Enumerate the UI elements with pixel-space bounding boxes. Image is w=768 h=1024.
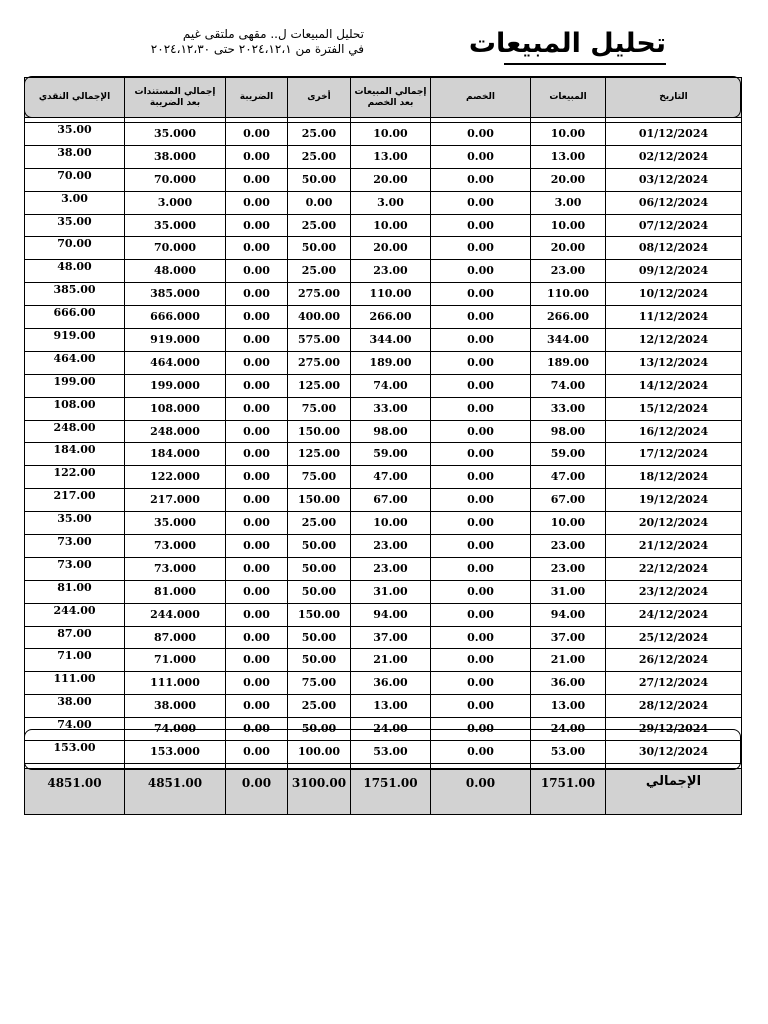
cell-other: 25.00	[288, 512, 351, 535]
column-header-net-sales: إجمالي المبيعات بعد الخصم	[351, 78, 431, 118]
table-row	[25, 123, 742, 146]
cell-discount: 0.00	[431, 420, 531, 443]
cell-other: 150.00	[288, 603, 351, 626]
cell-discount: 0.00	[431, 374, 531, 397]
title-underline	[504, 63, 666, 65]
cell-other: 25.00	[288, 214, 351, 237]
cell-discount: 0.00	[431, 237, 531, 260]
cell-cash-total: 248.00	[25, 420, 125, 443]
cell-other: 75.00	[288, 466, 351, 489]
cell-sales: 266.00	[531, 306, 606, 329]
cell-net-sales: 266.00	[351, 306, 431, 329]
cell-cash-total: 38.00	[25, 145, 125, 168]
cell-other: 125.00	[288, 443, 351, 466]
cell-sales: 31.00	[531, 580, 606, 603]
cell-other: 50.00	[288, 557, 351, 580]
cell-sales: 3.00	[531, 191, 606, 214]
cell-net-sales: 37.00	[351, 626, 431, 649]
cell-net-sales: 10.00	[351, 512, 431, 535]
total-docs-total: 4851.00	[125, 768, 226, 814]
cell-sales: 23.00	[531, 557, 606, 580]
cell-date: 09/12/2024	[606, 260, 742, 283]
table-row	[25, 741, 742, 764]
cell-tax: 0.00	[226, 603, 288, 626]
cell-discount: 0.00	[431, 329, 531, 352]
cell-net-sales: 23.00	[351, 557, 431, 580]
cell-discount: 0.00	[431, 672, 531, 695]
table-row	[25, 397, 742, 420]
table-row	[25, 672, 742, 695]
cell-tax: 0.00	[226, 512, 288, 535]
cell-docs-total: 122.000	[125, 466, 226, 489]
cell-tax: 0.00	[226, 489, 288, 512]
sales-analysis-table	[24, 77, 742, 815]
cell-net-sales: 47.00	[351, 466, 431, 489]
table-row	[25, 260, 742, 283]
cell-cash-total: 81.00	[25, 580, 125, 603]
table-row	[25, 718, 742, 741]
cell-sales: 10.00	[531, 123, 606, 146]
cell-tax: 0.00	[226, 260, 288, 283]
cell-other: 75.00	[288, 672, 351, 695]
cell-docs-total: 73.000	[125, 535, 226, 558]
cell-discount: 0.00	[431, 512, 531, 535]
table-row	[25, 489, 742, 512]
table-row	[25, 283, 742, 306]
cell-net-sales: 13.00	[351, 695, 431, 718]
table-row	[25, 649, 742, 672]
cell-tax: 0.00	[226, 672, 288, 695]
cell-net-sales: 23.00	[351, 260, 431, 283]
cell-date: 02/12/2024	[606, 145, 742, 168]
cell-date: 26/12/2024	[606, 649, 742, 672]
cell-cash-total: 70.00	[25, 237, 125, 260]
cell-other: 50.00	[288, 718, 351, 741]
cell-discount: 0.00	[431, 718, 531, 741]
cell-tax: 0.00	[226, 191, 288, 214]
cell-date: 07/12/2024	[606, 214, 742, 237]
total-cash-total: 4851.00	[25, 768, 125, 814]
column-header-cash-total: الإجمالي النقدي	[25, 78, 125, 118]
table-row	[25, 351, 742, 374]
table-header-row	[25, 78, 742, 118]
cell-net-sales: 59.00	[351, 443, 431, 466]
cell-cash-total: 70.00	[25, 168, 125, 191]
cell-discount: 0.00	[431, 695, 531, 718]
cell-docs-total: 385.000	[125, 283, 226, 306]
cell-docs-total: 199.000	[125, 374, 226, 397]
cell-discount: 0.00	[431, 306, 531, 329]
table-row	[25, 626, 742, 649]
cell-docs-total: 248.000	[125, 420, 226, 443]
cell-date: 17/12/2024	[606, 443, 742, 466]
cell-tax: 0.00	[226, 397, 288, 420]
table-row	[25, 466, 742, 489]
total-net-sales: 1751.00	[351, 768, 431, 814]
cell-sales: 36.00	[531, 672, 606, 695]
cell-date: 12/12/2024	[606, 329, 742, 352]
cell-net-sales: 36.00	[351, 672, 431, 695]
cell-sales: 24.00	[531, 718, 606, 741]
cell-other: 125.00	[288, 374, 351, 397]
cell-docs-total: 666.000	[125, 306, 226, 329]
cell-date: 22/12/2024	[606, 557, 742, 580]
cell-docs-total: 108.000	[125, 397, 226, 420]
table-row	[25, 145, 742, 168]
table-row	[25, 443, 742, 466]
cell-date: 16/12/2024	[606, 420, 742, 443]
cell-docs-total: 153.000	[125, 741, 226, 764]
cell-sales: 23.00	[531, 260, 606, 283]
cell-net-sales: 94.00	[351, 603, 431, 626]
cell-other: 50.00	[288, 535, 351, 558]
cell-cash-total: 385.00	[25, 283, 125, 306]
cell-date: 03/12/2024	[606, 168, 742, 191]
cell-cash-total: 73.00	[25, 535, 125, 558]
cell-other: 50.00	[288, 649, 351, 672]
cell-discount: 0.00	[431, 168, 531, 191]
cell-docs-total: 48.000	[125, 260, 226, 283]
cell-cash-total: 666.00	[25, 306, 125, 329]
column-header-tax: الضريبة	[226, 78, 288, 118]
cell-date: 23/12/2024	[606, 580, 742, 603]
cell-date: 18/12/2024	[606, 466, 742, 489]
cell-date: 13/12/2024	[606, 351, 742, 374]
cell-date: 30/12/2024	[606, 741, 742, 764]
cell-cash-total: 73.00	[25, 557, 125, 580]
cell-net-sales: 20.00	[351, 237, 431, 260]
report-subtitle: تحليل المبيعات ل.. مقهى ملتقى غيم	[182, 27, 364, 41]
cell-other: 150.00	[288, 489, 351, 512]
cell-tax: 0.00	[226, 649, 288, 672]
cell-sales: 110.00	[531, 283, 606, 306]
column-header-date: التاريخ	[606, 78, 742, 118]
cell-discount: 0.00	[431, 557, 531, 580]
cell-docs-total: 217.000	[125, 489, 226, 512]
table-row	[25, 168, 742, 191]
table-row	[25, 214, 742, 237]
cell-net-sales: 74.00	[351, 374, 431, 397]
cell-docs-total: 74.000	[125, 718, 226, 741]
cell-tax: 0.00	[226, 237, 288, 260]
cell-discount: 0.00	[431, 260, 531, 283]
cell-net-sales: 23.00	[351, 535, 431, 558]
table-row	[25, 580, 742, 603]
cell-net-sales: 110.00	[351, 283, 431, 306]
cell-tax: 0.00	[226, 214, 288, 237]
cell-net-sales: 98.00	[351, 420, 431, 443]
total-tax: 0.00	[226, 768, 288, 814]
cell-sales: 37.00	[531, 626, 606, 649]
cell-discount: 0.00	[431, 466, 531, 489]
table-row	[25, 695, 742, 718]
cell-cash-total: 87.00	[25, 626, 125, 649]
column-header-docs-total: إجمالي المستندات بعد الضريبة	[125, 78, 226, 118]
cell-other: 50.00	[288, 580, 351, 603]
cell-docs-total: 464.000	[125, 351, 226, 374]
cell-sales: 20.00	[531, 168, 606, 191]
cell-docs-total: 87.000	[125, 626, 226, 649]
cell-date: 25/12/2024	[606, 626, 742, 649]
cell-tax: 0.00	[226, 535, 288, 558]
cell-date: 27/12/2024	[606, 672, 742, 695]
cell-date: 01/12/2024	[606, 123, 742, 146]
cell-date: 10/12/2024	[606, 283, 742, 306]
cell-tax: 0.00	[226, 580, 288, 603]
cell-docs-total: 35.000	[125, 512, 226, 535]
cell-other: 275.00	[288, 351, 351, 374]
cell-date: 08/12/2024	[606, 237, 742, 260]
cell-sales: 74.00	[531, 374, 606, 397]
cell-discount: 0.00	[431, 145, 531, 168]
table-row	[25, 374, 742, 397]
cell-date: 14/12/2024	[606, 374, 742, 397]
cell-sales: 98.00	[531, 420, 606, 443]
cell-net-sales: 24.00	[351, 718, 431, 741]
cell-other: 50.00	[288, 626, 351, 649]
cell-other: 400.00	[288, 306, 351, 329]
cell-sales: 10.00	[531, 512, 606, 535]
report-period: في الفترة من ٢٠٢٤،١٢،١ حتى ٢٠٢٤،١٢،٣٠	[150, 42, 364, 56]
cell-date: 11/12/2024	[606, 306, 742, 329]
table-body	[25, 118, 742, 769]
cell-net-sales: 10.00	[351, 123, 431, 146]
table-row	[25, 237, 742, 260]
total-other: 3100.00	[288, 768, 351, 814]
cell-cash-total: 38.00	[25, 695, 125, 718]
cell-docs-total: 244.000	[125, 603, 226, 626]
cell-tax: 0.00	[226, 420, 288, 443]
cell-discount: 0.00	[431, 626, 531, 649]
cell-discount: 0.00	[431, 191, 531, 214]
cell-other: 575.00	[288, 329, 351, 352]
cell-tax: 0.00	[226, 741, 288, 764]
cell-tax: 0.00	[226, 443, 288, 466]
cell-other: 50.00	[288, 168, 351, 191]
cell-sales: 67.00	[531, 489, 606, 512]
cell-cash-total: 184.00	[25, 443, 125, 466]
cell-discount: 0.00	[431, 283, 531, 306]
cell-cash-total: 35.00	[25, 512, 125, 535]
total-label: الإجمالي	[606, 768, 742, 814]
table-row	[25, 191, 742, 214]
cell-other: 25.00	[288, 260, 351, 283]
cell-tax: 0.00	[226, 557, 288, 580]
cell-tax: 0.00	[226, 718, 288, 741]
cell-cash-total: 111.00	[25, 672, 125, 695]
cell-docs-total: 38.000	[125, 145, 226, 168]
cell-tax: 0.00	[226, 626, 288, 649]
cell-sales: 13.00	[531, 145, 606, 168]
cell-other: 150.00	[288, 420, 351, 443]
cell-sales: 344.00	[531, 329, 606, 352]
cell-docs-total: 71.000	[125, 649, 226, 672]
table-row	[25, 603, 742, 626]
cell-discount: 0.00	[431, 443, 531, 466]
cell-net-sales: 20.00	[351, 168, 431, 191]
cell-other: 25.00	[288, 123, 351, 146]
cell-docs-total: 35.000	[125, 123, 226, 146]
cell-cash-total: 35.00	[25, 123, 125, 146]
cell-net-sales: 10.00	[351, 214, 431, 237]
cell-net-sales: 31.00	[351, 580, 431, 603]
cell-discount: 0.00	[431, 603, 531, 626]
cell-sales: 53.00	[531, 741, 606, 764]
cell-other: 275.00	[288, 283, 351, 306]
cell-docs-total: 38.000	[125, 695, 226, 718]
table-row	[25, 535, 742, 558]
cell-tax: 0.00	[226, 283, 288, 306]
cell-net-sales: 189.00	[351, 351, 431, 374]
cell-tax: 0.00	[226, 168, 288, 191]
report-title: تحليل المبيعات	[468, 28, 666, 59]
cell-tax: 0.00	[226, 306, 288, 329]
cell-sales: 13.00	[531, 695, 606, 718]
cell-cash-total: 122.00	[25, 466, 125, 489]
cell-cash-total: 35.00	[25, 214, 125, 237]
cell-discount: 0.00	[431, 351, 531, 374]
cell-docs-total: 73.000	[125, 557, 226, 580]
cell-cash-total: 199.00	[25, 374, 125, 397]
cell-discount: 0.00	[431, 649, 531, 672]
cell-net-sales: 53.00	[351, 741, 431, 764]
column-header-sales: المبيعات	[531, 78, 606, 118]
column-header-discount: الخصم	[431, 78, 531, 118]
cell-date: 29/12/2024	[606, 718, 742, 741]
cell-date: 21/12/2024	[606, 535, 742, 558]
cell-cash-total: 217.00	[25, 489, 125, 512]
cell-cash-total: 74.00	[25, 718, 125, 741]
cell-tax: 0.00	[226, 466, 288, 489]
cell-net-sales: 344.00	[351, 329, 431, 352]
table-row	[25, 512, 742, 535]
cell-discount: 0.00	[431, 489, 531, 512]
cell-date: 19/12/2024	[606, 489, 742, 512]
cell-cash-total: 244.00	[25, 603, 125, 626]
cell-net-sales: 67.00	[351, 489, 431, 512]
cell-cash-total: 153.00	[25, 741, 125, 764]
cell-tax: 0.00	[226, 123, 288, 146]
cell-sales: 21.00	[531, 649, 606, 672]
cell-other: 50.00	[288, 237, 351, 260]
cell-other: 75.00	[288, 397, 351, 420]
cell-net-sales: 33.00	[351, 397, 431, 420]
cell-docs-total: 3.000	[125, 191, 226, 214]
cell-date: 20/12/2024	[606, 512, 742, 535]
column-header-other: أخرى	[288, 78, 351, 118]
table-row	[25, 420, 742, 443]
cell-sales: 189.00	[531, 351, 606, 374]
cell-docs-total: 111.000	[125, 672, 226, 695]
cell-docs-total: 81.000	[125, 580, 226, 603]
cell-sales: 59.00	[531, 443, 606, 466]
cell-discount: 0.00	[431, 397, 531, 420]
cell-tax: 0.00	[226, 145, 288, 168]
cell-date: 15/12/2024	[606, 397, 742, 420]
cell-discount: 0.00	[431, 580, 531, 603]
cell-discount: 0.00	[431, 535, 531, 558]
cell-cash-total: 48.00	[25, 260, 125, 283]
cell-cash-total: 3.00	[25, 191, 125, 214]
cell-net-sales: 13.00	[351, 145, 431, 168]
table-row	[25, 557, 742, 580]
cell-date: 24/12/2024	[606, 603, 742, 626]
cell-cash-total: 919.00	[25, 329, 125, 352]
cell-discount: 0.00	[431, 123, 531, 146]
total-sales: 1751.00	[531, 768, 606, 814]
table-row	[25, 329, 742, 352]
cell-docs-total: 184.000	[125, 443, 226, 466]
cell-sales: 23.00	[531, 535, 606, 558]
cell-tax: 0.00	[226, 695, 288, 718]
cell-tax: 0.00	[226, 351, 288, 374]
cell-other: 100.00	[288, 741, 351, 764]
cell-date: 06/12/2024	[606, 191, 742, 214]
cell-docs-total: 70.000	[125, 168, 226, 191]
cell-docs-total: 70.000	[125, 237, 226, 260]
cell-discount: 0.00	[431, 214, 531, 237]
cell-sales: 33.00	[531, 397, 606, 420]
cell-tax: 0.00	[226, 329, 288, 352]
cell-sales: 10.00	[531, 214, 606, 237]
cell-cash-total: 71.00	[25, 649, 125, 672]
cell-other: 25.00	[288, 695, 351, 718]
cell-tax: 0.00	[226, 374, 288, 397]
cell-docs-total: 919.000	[125, 329, 226, 352]
cell-sales: 47.00	[531, 466, 606, 489]
cell-sales: 20.00	[531, 237, 606, 260]
cell-date: 28/12/2024	[606, 695, 742, 718]
totals-row	[25, 768, 742, 814]
cell-cash-total: 108.00	[25, 397, 125, 420]
cell-net-sales: 21.00	[351, 649, 431, 672]
table-row	[25, 306, 742, 329]
cell-other: 25.00	[288, 145, 351, 168]
cell-other: 0.00	[288, 191, 351, 214]
total-discount: 0.00	[431, 768, 531, 814]
cell-cash-total: 464.00	[25, 351, 125, 374]
cell-sales: 94.00	[531, 603, 606, 626]
cell-docs-total: 35.000	[125, 214, 226, 237]
cell-discount: 0.00	[431, 741, 531, 764]
cell-net-sales: 3.00	[351, 191, 431, 214]
